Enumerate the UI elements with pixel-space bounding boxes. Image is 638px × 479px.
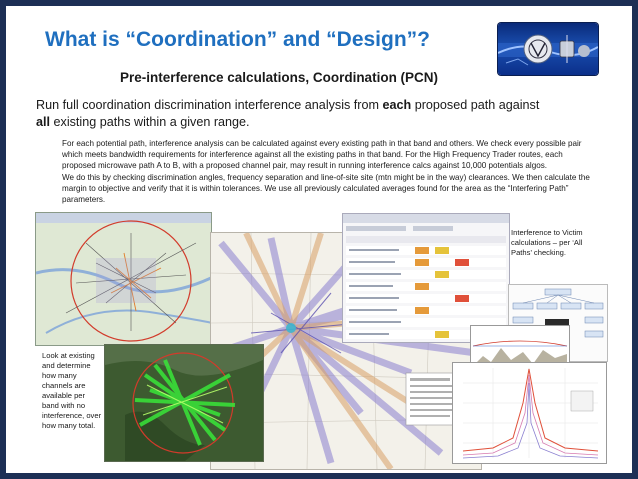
intro-emphasis-all: all <box>36 115 51 129</box>
paragraph-analysis: For each potential path, interference analysis can be calculated against every existing path in that band and others. We check every possible pair which meets bandwidth requirements for interference against all the existing paths in that band. For the High Frequency Trader routes, each proposed microwave path A to B, with a proposed channel pair, may result in running interference calcs against 10,000 potentials algos. <box>62 139 582 171</box>
interference-table-screenshot <box>342 213 510 343</box>
callout-victim-calculations: Interference to Victim calculations – per ‘All Paths’ checking. <box>511 228 583 257</box>
intro-emphasis-each: each <box>382 98 412 112</box>
antenna-pattern-screenshot <box>452 362 607 464</box>
intro-text <box>36 97 591 131</box>
paragraph-method: We do this by checking discrimination angles, frequency separation and line-of-site site (mtn might be in the way) clearances. We then calculate the margin to objective and verify that it is within tolerances. We use all previously calculated averages found for the area as the “Interfering Path” parameters. <box>62 173 590 205</box>
intro-part3: existing paths within a given range. <box>50 115 250 129</box>
logo-emblem <box>498 23 598 75</box>
channel-coverage-map <box>104 344 264 462</box>
regional-map-screenshot <box>35 212 212 346</box>
intro-part2: proposed path against <box>411 98 540 112</box>
intro-part1: Run full coordination discrimination interference analysis from <box>36 98 383 112</box>
slide-subtitle: Pre-interference calculations, Coordination (PCN) <box>120 70 439 85</box>
callout-channel-availability: Look at existing and determine how many channels are available per band with no interference, over how many total. <box>42 351 102 430</box>
slide-title: What is “Coordination” and “Design”? <box>45 28 430 51</box>
